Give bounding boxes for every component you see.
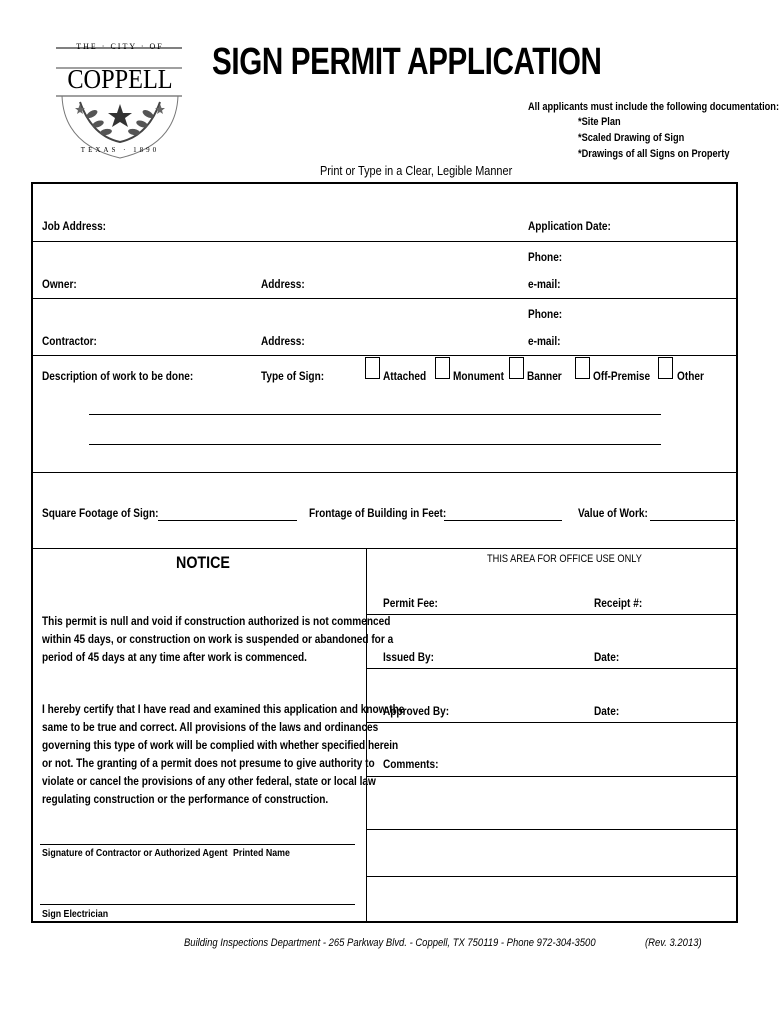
checkbox-banner[interactable] <box>509 357 524 379</box>
office-divider <box>367 668 738 669</box>
type-of-sign-label: Type of Sign: <box>261 369 325 383</box>
description-line-2[interactable] <box>89 444 661 445</box>
divider <box>31 298 738 299</box>
page-title: SIGN PERMIT APPLICATION <box>212 41 602 83</box>
permit-fee-label: Permit Fee: <box>383 596 438 610</box>
printed-name-label: Printed Name <box>233 847 290 859</box>
job-address-label: Job Address: <box>42 219 107 233</box>
frontage-label: Frontage of Building in Feet: <box>309 506 447 520</box>
sign-type-off-premise-label: Off-Premise <box>593 369 651 383</box>
comments-label: Comments: <box>383 757 439 771</box>
owner-email-label: e-mail: <box>528 277 561 291</box>
electrician-signature-line[interactable] <box>40 904 355 905</box>
certification-line: violate or cancel the provisions of any other federal, state or local law <box>42 774 376 788</box>
checkbox-monument[interactable] <box>435 357 450 379</box>
logo-bottom-text: TEXAS · 1890 <box>80 146 160 154</box>
footer-address: Building Inspections Department - 265 Parkway Blvd. - Coppell, TX 750119 - Phone 972-304-3500 <box>184 937 596 949</box>
logo-city-name: COPPELL <box>67 64 173 94</box>
contractor-phone-label: Phone: <box>528 307 563 321</box>
signature-line[interactable] <box>40 844 355 845</box>
value-of-work-label: Value of Work: <box>578 506 648 520</box>
checkbox-other[interactable] <box>658 357 673 379</box>
certification-line: governing this type of work will be complied with whether specified herein <box>42 738 399 752</box>
column-divider <box>366 548 367 923</box>
checkbox-attached[interactable] <box>365 357 380 379</box>
divider <box>31 355 738 356</box>
owner-phone-label: Phone: <box>528 250 563 264</box>
office-divider <box>367 876 738 877</box>
doc-item-all-signs: *Drawings of all Signs on Property <box>578 148 730 160</box>
sign-type-banner-label: Banner <box>527 369 562 383</box>
office-divider <box>367 829 738 830</box>
doc-item-site-plan: *Site Plan <box>578 116 621 128</box>
owner-label: Owner: <box>42 277 77 291</box>
checkbox-off-premise[interactable] <box>575 357 590 379</box>
certification-line: I hereby certify that I have read and examined this application and know the <box>42 702 405 716</box>
approved-by-label: Approved By: <box>383 704 450 718</box>
notice-text-line: This permit is null and void if construction authorized is not commenced <box>42 614 391 628</box>
square-footage-field[interactable] <box>158 520 297 521</box>
contractor-label: Contractor: <box>42 334 97 348</box>
value-of-work-field[interactable] <box>650 520 735 521</box>
sign-type-other-label: Other <box>677 369 704 383</box>
divider <box>31 472 738 473</box>
footer-revision: (Rev. 3.2013) <box>645 937 702 949</box>
certification-line: same to be true and correct. All provisions of the laws and ordinances <box>42 720 379 734</box>
description-label: Description of work to be done: <box>42 369 194 383</box>
certification-line: regulating construction or the performance of construction. <box>42 792 329 806</box>
sign-type-monument-label: Monument <box>453 369 504 383</box>
issued-by-label: Issued By: <box>383 650 434 664</box>
office-divider <box>367 614 738 615</box>
approved-date-label: Date: <box>594 704 620 718</box>
logo-seal-icon <box>52 40 188 162</box>
contractor-email-label: e-mail: <box>528 334 561 348</box>
contractor-address-label: Address: <box>261 334 305 348</box>
divider <box>31 241 738 242</box>
certification-block <box>42 702 405 814</box>
owner-address-label: Address: <box>261 277 305 291</box>
frontage-field[interactable] <box>444 520 562 521</box>
notice-text-line: period of 45 days at any time after work is commenced. <box>42 650 307 664</box>
sign-type-attached-label: Attached <box>383 369 427 383</box>
square-footage-label: Square Footage of Sign: <box>42 506 159 520</box>
notice-text-line: within 45 days, or construction on work is suspended or abandoned for a <box>42 632 394 646</box>
logo-top-text: THE · CITY · OF <box>76 42 164 51</box>
issued-date-label: Date: <box>594 650 620 664</box>
certification-line: or not. The granting of a permit does not presume to give authority to <box>42 756 375 770</box>
notice-title: NOTICE <box>176 553 230 572</box>
application-date-label: Application Date: <box>528 219 611 233</box>
divider <box>31 548 738 549</box>
office-divider <box>367 722 738 723</box>
instruction-text: Print or Type in a Clear, Legible Manner <box>320 163 513 178</box>
signature-label: Signature of Contractor or Authorized Agent <box>42 847 228 859</box>
receipt-label: Receipt #: <box>594 596 643 610</box>
city-logo <box>52 40 188 162</box>
description-line-1[interactable] <box>89 414 661 415</box>
office-use-heading: THIS AREA FOR OFFICE USE ONLY <box>487 553 642 565</box>
doc-item-scaled-drawing: *Scaled Drawing of Sign <box>578 132 685 144</box>
electrician-label: Sign Electrician <box>42 908 109 920</box>
office-divider <box>367 776 738 777</box>
documentation-heading: All applicants must include the following documentation: <box>528 101 779 113</box>
